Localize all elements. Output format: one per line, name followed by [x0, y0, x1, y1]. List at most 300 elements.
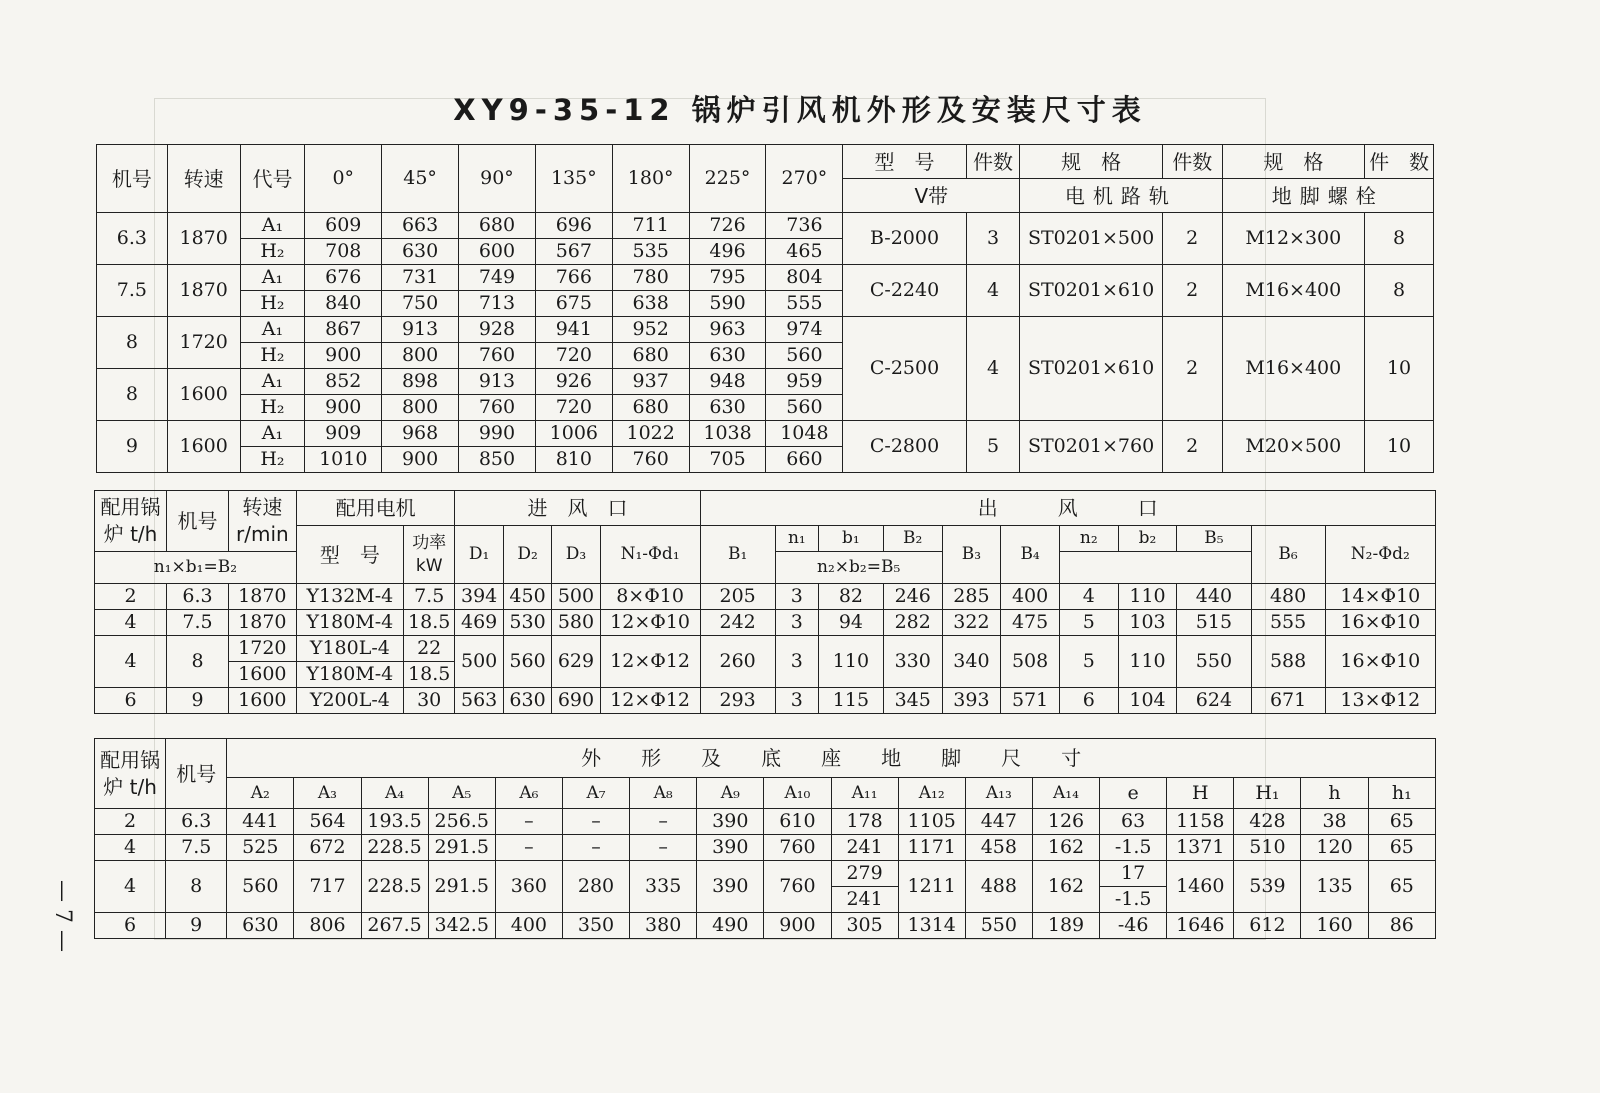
cell-value: 708	[305, 239, 382, 265]
table-row	[95, 610, 1436, 636]
cell-value: 736	[766, 213, 843, 239]
cell: 110	[1118, 636, 1177, 688]
cell: 1720	[228, 636, 296, 662]
cell: 6	[95, 913, 166, 939]
cell: 428	[1234, 809, 1301, 835]
cell: 8×Φ10	[600, 584, 700, 610]
col-a10: A₁₀	[764, 778, 831, 809]
col-rail-spec: 规 格	[1020, 145, 1163, 179]
cell-value: 913	[382, 317, 459, 343]
cell-value: 780	[612, 265, 689, 291]
cell-code: A₁	[240, 421, 305, 447]
angle-dimension-table	[96, 144, 1434, 473]
table-row	[95, 584, 1436, 610]
cell: 65	[1368, 835, 1435, 861]
cell: 390	[697, 809, 764, 835]
cell: 38	[1301, 809, 1368, 835]
cell: 256.5	[428, 809, 495, 835]
cell-value: 630	[689, 395, 766, 421]
cell-value: 1022	[612, 421, 689, 447]
cell-code: H₂	[240, 239, 305, 265]
cell: 280	[562, 861, 629, 913]
group-outline-base: 外 形 及 底 座 地 脚 尺 寸	[227, 739, 1436, 778]
cell: 63	[1100, 809, 1167, 835]
cell-value: 567	[535, 239, 612, 265]
col-speed: 转速 r/min	[228, 491, 296, 552]
group-v-belt: V带	[843, 179, 1020, 213]
cell-code: A₁	[240, 265, 305, 291]
cell: 350	[562, 913, 629, 939]
cell-value: 711	[612, 213, 689, 239]
cell: Y180L-4	[296, 636, 403, 662]
cell: 345	[883, 688, 942, 714]
cell-bolt: M16×400	[1222, 265, 1365, 317]
cell-value: 840	[305, 291, 382, 317]
cell-rail: ST0201×760	[1020, 421, 1163, 473]
cell: 3	[775, 688, 818, 714]
cell-value: 676	[305, 265, 382, 291]
cell-value: 760	[459, 395, 536, 421]
cell: 9	[166, 913, 227, 939]
cell: 550	[1177, 636, 1251, 688]
col-jihao: 机号	[97, 145, 168, 213]
cell: 1211	[898, 861, 965, 913]
col-angle: 180°	[612, 145, 689, 213]
cell: 760	[764, 835, 831, 861]
cell-value: 900	[305, 395, 382, 421]
col-b6: B₆	[1251, 526, 1325, 584]
cell: 515	[1177, 610, 1251, 636]
col-jihao: 机号	[167, 491, 229, 552]
col-d3: D₃	[552, 526, 600, 584]
cell-code: A₁	[240, 213, 305, 239]
cell: –	[495, 809, 562, 835]
cell: 110	[1118, 584, 1177, 610]
cell: 5	[1059, 636, 1118, 688]
cell: 267.5	[361, 913, 428, 939]
cell-code: A₁	[240, 369, 305, 395]
col-a14: A₁₄	[1032, 778, 1099, 809]
cell: 900	[764, 913, 831, 939]
cell: 3	[775, 636, 818, 688]
cell: 228.5	[361, 835, 428, 861]
cell: 400	[1001, 584, 1060, 610]
cell: 293	[700, 688, 775, 714]
col-angle: 90°	[459, 145, 536, 213]
cell-value: 850	[459, 447, 536, 473]
col-bolt-spec: 规 格	[1222, 145, 1365, 179]
cell: -1.5	[1100, 887, 1167, 913]
cell-bolt-qty: 10	[1365, 421, 1434, 473]
cell: 291.5	[428, 835, 495, 861]
cell: 447	[965, 809, 1032, 835]
cell-value: 810	[535, 447, 612, 473]
cell: 500	[552, 584, 600, 610]
cell: 4	[1059, 584, 1118, 610]
col-a11: A₁₁	[831, 778, 898, 809]
cell: –	[562, 809, 629, 835]
cell-value: 496	[689, 239, 766, 265]
cell: 279	[831, 861, 898, 887]
cell: 480	[1251, 584, 1325, 610]
cell-zhuansu: 1720	[167, 317, 240, 369]
cell-value: 720	[535, 395, 612, 421]
cell: 393	[942, 688, 1001, 714]
cell-jihao: 7.5	[97, 265, 168, 317]
cell-value: 804	[766, 265, 843, 291]
cell-rail-qty: 2	[1162, 421, 1222, 473]
cell-belt: C-2500	[843, 317, 966, 421]
cell-value: 1048	[766, 421, 843, 447]
col-b1cap: B₁	[700, 526, 775, 584]
formula-n1: n₁×b₁=B₂	[95, 552, 297, 584]
cell: 4	[95, 610, 167, 636]
cell: 330	[883, 636, 942, 688]
cell: 6	[1059, 688, 1118, 714]
cell: 390	[697, 861, 764, 913]
cell: 3	[775, 584, 818, 610]
cell: 9	[167, 688, 229, 714]
cell-value: 766	[535, 265, 612, 291]
cell: 560	[227, 861, 294, 913]
cell: -46	[1100, 913, 1167, 939]
cell-value: 926	[535, 369, 612, 395]
cell: 126	[1032, 809, 1099, 835]
cell-value: 990	[459, 421, 536, 447]
cell: 115	[818, 688, 883, 714]
cell-rail: ST0201×610	[1020, 265, 1163, 317]
cell: 193.5	[361, 809, 428, 835]
cell-belt: C-2800	[843, 421, 966, 473]
cell-value: 795	[689, 265, 766, 291]
cell-value: 749	[459, 265, 536, 291]
table-row	[95, 861, 1436, 887]
cell: 241	[831, 887, 898, 913]
cell-value: 852	[305, 369, 382, 395]
cell-code: H₂	[240, 395, 305, 421]
cell-zhuansu: 1870	[167, 265, 240, 317]
cell-value: 760	[612, 447, 689, 473]
col-model: 型 号	[296, 526, 403, 584]
cell-value: 560	[766, 395, 843, 421]
cell-value: 948	[689, 369, 766, 395]
col-b5: B₅	[1177, 526, 1251, 552]
cell-belt-qty: 5	[966, 421, 1020, 473]
page-number: — 7 —	[50, 880, 75, 952]
col-a7: A₇	[562, 778, 629, 809]
col-zhuansu: 转速	[167, 145, 240, 213]
cell-value: 760	[459, 343, 536, 369]
cell: 162	[1032, 861, 1099, 913]
cell: 380	[630, 913, 697, 939]
cell-value: 663	[382, 213, 459, 239]
cell: 18.5	[403, 662, 454, 688]
cell: 242	[700, 610, 775, 636]
cell: 103	[1118, 610, 1177, 636]
cell-value: 900	[305, 343, 382, 369]
cell: 490	[697, 913, 764, 939]
cell-rail: ST0201×610	[1020, 317, 1163, 421]
table-row	[97, 317, 1434, 343]
cell: 612	[1234, 913, 1301, 939]
cell: 1314	[898, 913, 965, 939]
col-angle: 135°	[535, 145, 612, 213]
cell: -1.5	[1100, 835, 1167, 861]
cell: 571	[1001, 688, 1060, 714]
cell: 588	[1251, 636, 1325, 688]
cell-value: 1006	[535, 421, 612, 447]
cell: 475	[1001, 610, 1060, 636]
cell: 630	[227, 913, 294, 939]
cell: 469	[455, 610, 503, 636]
cell: 400	[495, 913, 562, 939]
cell: 1600	[228, 662, 296, 688]
col-a4: A₄	[361, 778, 428, 809]
cell: 360	[495, 861, 562, 913]
cell: 530	[503, 610, 551, 636]
cell: Y180M-4	[296, 610, 403, 636]
cell: 6.3	[167, 584, 229, 610]
cell: 110	[818, 636, 883, 688]
cell: 2	[95, 584, 167, 610]
cell-value: 609	[305, 213, 382, 239]
cell: 7.5	[167, 610, 229, 636]
cell: 162	[1032, 835, 1099, 861]
cell: 260	[700, 636, 775, 688]
col-b2s: b₂	[1118, 526, 1177, 552]
cell-value: 800	[382, 343, 459, 369]
cell-value: 913	[459, 369, 536, 395]
cell-belt-qty: 3	[966, 213, 1020, 265]
cell-value: 465	[766, 239, 843, 265]
table-row	[97, 213, 1434, 239]
col-bolt-qty: 件 数	[1365, 145, 1434, 179]
cell-value: 1010	[305, 447, 382, 473]
col-h1: h₁	[1368, 778, 1435, 809]
cell: 1870	[228, 610, 296, 636]
cell: 450	[503, 584, 551, 610]
col-H: H	[1167, 778, 1234, 809]
cell: 458	[965, 835, 1032, 861]
cell-value: 630	[382, 239, 459, 265]
cell-value: 660	[766, 447, 843, 473]
col-a2: A₂	[227, 778, 294, 809]
cell: 4	[95, 835, 166, 861]
col-a3: A₃	[294, 778, 361, 809]
cell: 760	[764, 861, 831, 913]
cell: 4	[95, 636, 167, 688]
cell: 160	[1301, 913, 1368, 939]
col-angle: 270°	[766, 145, 843, 213]
cell: 1870	[228, 584, 296, 610]
cell-value: 898	[382, 369, 459, 395]
col-b2: B₂	[883, 526, 942, 552]
cell: 1600	[228, 688, 296, 714]
cell: 7.5	[403, 584, 454, 610]
cell-value: 555	[766, 291, 843, 317]
cell: 1646	[1167, 913, 1234, 939]
cell-value: 630	[689, 343, 766, 369]
cell-rail-qty: 2	[1162, 213, 1222, 265]
table-row	[95, 835, 1436, 861]
cell-value: 680	[612, 395, 689, 421]
cell: 510	[1234, 835, 1301, 861]
col-a5: A₅	[428, 778, 495, 809]
cell: 305	[831, 913, 898, 939]
cell: 672	[294, 835, 361, 861]
cell: 65	[1368, 809, 1435, 835]
cell: 135	[1301, 861, 1368, 913]
cell: 440	[1177, 584, 1251, 610]
cell: 630	[503, 688, 551, 714]
cell: 14×Φ10	[1325, 584, 1435, 610]
col-daihao: 代号	[240, 145, 305, 213]
cell-value: 731	[382, 265, 459, 291]
cell: 18.5	[403, 610, 454, 636]
cell: 580	[552, 610, 600, 636]
cell: 13×Φ12	[1325, 688, 1435, 714]
cell: 322	[942, 610, 1001, 636]
cell: 104	[1118, 688, 1177, 714]
cell: 17	[1100, 861, 1167, 887]
col-e: e	[1100, 778, 1167, 809]
outline-base-dimension-table	[94, 738, 1436, 939]
cell-value: 963	[689, 317, 766, 343]
col-d2: D₂	[503, 526, 551, 584]
cell-code: A₁	[240, 317, 305, 343]
cell-value: 909	[305, 421, 382, 447]
cell-rail-qty: 2	[1162, 317, 1222, 421]
cell: 120	[1301, 835, 1368, 861]
cell: 22	[403, 636, 454, 662]
cell: 205	[700, 584, 775, 610]
cell: 189	[1032, 913, 1099, 939]
col-belt-model: 型 号	[843, 145, 966, 179]
cell: 282	[883, 610, 942, 636]
group-motor-rail: 电机路轨	[1020, 179, 1222, 213]
cell: 4	[95, 861, 166, 913]
cell: 94	[818, 610, 883, 636]
cell-jihao: 9	[97, 421, 168, 473]
cell: 8	[167, 636, 229, 688]
cell-zhuansu: 1870	[167, 213, 240, 265]
cell: 1158	[1167, 809, 1234, 835]
formula-n2: n₂×b₂=B₅	[775, 552, 942, 584]
cell: 441	[227, 809, 294, 835]
col-jihao: 机号	[166, 739, 227, 809]
cell-value: 535	[612, 239, 689, 265]
cell: 2	[95, 809, 166, 835]
group-inlet: 进 风 口	[455, 491, 700, 526]
col-d1: D₁	[455, 526, 503, 584]
cell: 5	[1059, 610, 1118, 636]
table-row	[95, 688, 1436, 714]
page-title: XY9-35-12 锅炉引风机外形及安装尺寸表	[453, 93, 1147, 127]
col-angle: 45°	[382, 145, 459, 213]
cell-jihao: 8	[97, 369, 168, 421]
col-n2d2: N₂-Φd₂	[1325, 526, 1435, 584]
cell: 550	[965, 913, 1032, 939]
cell: 564	[294, 809, 361, 835]
cell: 624	[1177, 688, 1251, 714]
cell: 335	[630, 861, 697, 913]
cell: 1105	[898, 809, 965, 835]
cell-value: 941	[535, 317, 612, 343]
group-motor: 配用电机	[296, 491, 455, 526]
cell: 12×Φ10	[600, 610, 700, 636]
cell-code: H₂	[240, 291, 305, 317]
cell-belt-qty: 4	[966, 317, 1020, 421]
cell: 1171	[898, 835, 965, 861]
cell-value: 675	[535, 291, 612, 317]
cell-value: 968	[382, 421, 459, 447]
cell: 610	[764, 809, 831, 835]
col-a8: A₈	[630, 778, 697, 809]
cell: 8	[166, 861, 227, 913]
table-row	[95, 913, 1436, 939]
cell-jihao: 6.3	[97, 213, 168, 265]
cell: Y132M-4	[296, 584, 403, 610]
cell-code: H₂	[240, 447, 305, 473]
cell: 806	[294, 913, 361, 939]
col-b4: B₄	[1001, 526, 1060, 584]
cell-value: 1038	[689, 421, 766, 447]
cell-value: 713	[459, 291, 536, 317]
col-boiler: 配用锅炉 t/h	[95, 491, 167, 552]
cell-bolt: M20×500	[1222, 421, 1365, 473]
cell: 246	[883, 584, 942, 610]
cell-belt: B-2000	[843, 213, 966, 265]
cell-belt-qty: 4	[966, 265, 1020, 317]
cell-value: 705	[689, 447, 766, 473]
cell: 390	[697, 835, 764, 861]
cell-value: 560	[766, 343, 843, 369]
col-n1d1: N₁-Φd₁	[600, 526, 700, 584]
cell: –	[630, 809, 697, 835]
cell: 12×Φ12	[600, 688, 700, 714]
cell: 539	[1234, 861, 1301, 913]
col-b1: b₁	[818, 526, 883, 552]
col-a6: A₆	[495, 778, 562, 809]
cell: 555	[1251, 610, 1325, 636]
cell: 228.5	[361, 861, 428, 913]
cell-value: 937	[612, 369, 689, 395]
cell-value: 750	[382, 291, 459, 317]
cell: Y200L-4	[296, 688, 403, 714]
cell: –	[562, 835, 629, 861]
cell: 508	[1001, 636, 1060, 688]
col-power: 功率 kW	[403, 526, 454, 584]
cell-zhuansu: 1600	[167, 369, 240, 421]
cell-value: 696	[535, 213, 612, 239]
cell: –	[495, 835, 562, 861]
cell: 525	[227, 835, 294, 861]
col-boiler: 配用锅炉 t/h	[95, 739, 166, 809]
cell: 690	[552, 688, 600, 714]
cell-value: 959	[766, 369, 843, 395]
col-b3: B₃	[942, 526, 1001, 584]
cell: 16×Φ10	[1325, 636, 1435, 688]
cell-value: 867	[305, 317, 382, 343]
cell-bolt-qty: 8	[1365, 265, 1434, 317]
table-row	[97, 265, 1434, 291]
cell: 241	[831, 835, 898, 861]
cell: 563	[455, 688, 503, 714]
col-angle: 225°	[689, 145, 766, 213]
cell-code: H₂	[240, 343, 305, 369]
cell-value: 720	[535, 343, 612, 369]
cell: 86	[1368, 913, 1435, 939]
